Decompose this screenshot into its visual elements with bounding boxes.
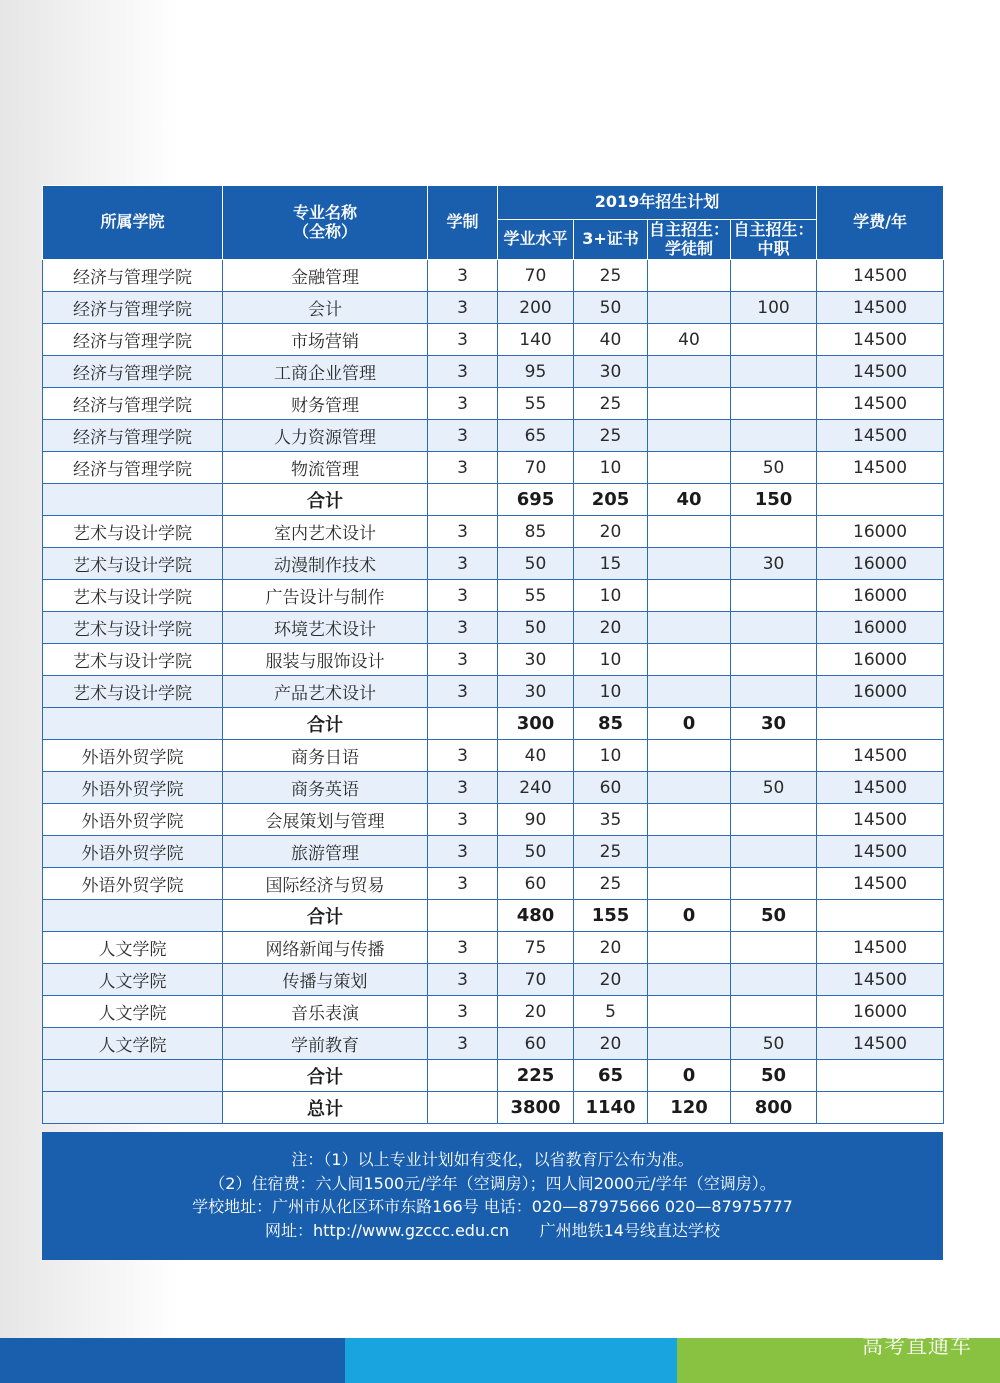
header-level: 学业水平 (498, 220, 574, 260)
major-cell: 商务英语 (223, 772, 428, 804)
college-cell (43, 484, 223, 516)
major-cell: 室内艺术设计 (223, 516, 428, 548)
college-cell: 人文学院 (43, 964, 223, 996)
college-cell: 经济与管理学院 (43, 260, 223, 292)
apprentice-cell (648, 420, 731, 452)
cert-cell: 205 (574, 484, 648, 516)
vocational-cell (731, 868, 817, 900)
grand-total-row (43, 1092, 944, 1124)
level-cell: 60 (498, 1028, 574, 1060)
fee-cell (817, 708, 944, 740)
vocational-cell: 30 (731, 708, 817, 740)
fee-cell: 16000 (817, 516, 944, 548)
duration-cell: 3 (428, 292, 498, 324)
table-row (43, 356, 944, 388)
vocational-cell (731, 676, 817, 708)
major-cell: 金融管理 (223, 260, 428, 292)
level-cell: 300 (498, 708, 574, 740)
level-cell: 240 (498, 772, 574, 804)
duration-cell: 3 (428, 580, 498, 612)
note-website-metro: 网址：http://www.gzccc.edu.cn 广州地铁14号线直达学校 (265, 1220, 720, 1240)
footer-bar-dark-blue (0, 1338, 345, 1383)
duration-cell: 3 (428, 868, 498, 900)
header-self-vocational-line2: 中职 (757, 238, 790, 258)
level-cell: 65 (498, 420, 574, 452)
cert-cell: 10 (574, 740, 648, 772)
major-cell: 产品艺术设计 (223, 676, 428, 708)
level-cell: 20 (498, 996, 574, 1028)
fee-cell: 14500 (817, 868, 944, 900)
duration-cell (428, 1092, 498, 1124)
cert-cell: 155 (574, 900, 648, 932)
vocational-cell (731, 964, 817, 996)
table-row (43, 388, 944, 420)
fee-cell (817, 1060, 944, 1092)
apprentice-cell: 0 (648, 708, 731, 740)
fee-cell: 14500 (817, 772, 944, 804)
level-cell: 70 (498, 260, 574, 292)
table-row (43, 740, 944, 772)
vocational-cell (731, 580, 817, 612)
major-cell: 环境艺术设计 (223, 612, 428, 644)
duration-cell: 3 (428, 452, 498, 484)
apprentice-cell (648, 868, 731, 900)
cert-cell: 15 (574, 548, 648, 580)
table-row (43, 420, 944, 452)
major-cell: 工商企业管理 (223, 356, 428, 388)
vocational-cell (731, 356, 817, 388)
college-cell (43, 1092, 223, 1124)
duration-cell (428, 484, 498, 516)
level-cell: 75 (498, 932, 574, 964)
table-row (43, 548, 944, 580)
major-cell: 市场营销 (223, 324, 428, 356)
fee-cell (817, 900, 944, 932)
college-cell: 经济与管理学院 (43, 292, 223, 324)
table-row (43, 292, 944, 324)
major-cell: 旅游管理 (223, 836, 428, 868)
table-row (43, 772, 944, 804)
cert-cell: 10 (574, 644, 648, 676)
cert-cell: 10 (574, 676, 648, 708)
note-address-phone: 学校地址：广州市从化区环市东路166号 电话：020—87975666 020—87975777 (192, 1197, 793, 1216)
subtotal-row (43, 900, 944, 932)
header-plan-group: 2019年招生计划 (498, 186, 817, 220)
major-cell: 音乐表演 (223, 996, 428, 1028)
college-cell: 外语外贸学院 (43, 772, 223, 804)
cert-cell: 25 (574, 868, 648, 900)
apprentice-cell (648, 452, 731, 484)
fee-cell: 14500 (817, 964, 944, 996)
college-cell (43, 1060, 223, 1092)
major-cell: 会展策划与管理 (223, 804, 428, 836)
apprentice-cell (648, 612, 731, 644)
duration-cell (428, 708, 498, 740)
fee-cell: 16000 (817, 580, 944, 612)
duration-cell: 3 (428, 324, 498, 356)
major-cell: 合计 (223, 1060, 428, 1092)
college-cell: 艺术与设计学院 (43, 612, 223, 644)
enrollment-plan-table (42, 185, 944, 1124)
notes-box (42, 1132, 943, 1260)
apprentice-cell (648, 964, 731, 996)
major-cell: 人力资源管理 (223, 420, 428, 452)
table-row (43, 868, 944, 900)
duration-cell: 3 (428, 260, 498, 292)
cert-cell: 25 (574, 836, 648, 868)
duration-cell: 3 (428, 740, 498, 772)
major-cell: 广告设计与制作 (223, 580, 428, 612)
level-cell: 50 (498, 548, 574, 580)
fee-cell: 16000 (817, 612, 944, 644)
vocational-cell: 150 (731, 484, 817, 516)
cert-cell: 25 (574, 420, 648, 452)
major-cell: 传播与策划 (223, 964, 428, 996)
college-cell: 艺术与设计学院 (43, 580, 223, 612)
table-row (43, 804, 944, 836)
major-cell: 合计 (223, 484, 428, 516)
header-cert: 3+证书 (574, 220, 648, 260)
header-duration: 学制 (428, 186, 498, 260)
major-cell: 财务管理 (223, 388, 428, 420)
table-row (43, 612, 944, 644)
table-row (43, 644, 944, 676)
level-cell: 480 (498, 900, 574, 932)
table-row (43, 260, 944, 292)
fee-cell: 14500 (817, 836, 944, 868)
footer-bar-light-blue (345, 1338, 677, 1383)
fee-cell: 16000 (817, 996, 944, 1028)
duration-cell: 3 (428, 836, 498, 868)
major-cell: 合计 (223, 900, 428, 932)
table-row (43, 676, 944, 708)
major-cell: 学前教育 (223, 1028, 428, 1060)
vocational-cell (731, 804, 817, 836)
apprentice-cell (648, 932, 731, 964)
watermark: 高考直通车 (862, 1334, 972, 1358)
fee-cell: 14500 (817, 804, 944, 836)
level-cell: 3800 (498, 1092, 574, 1124)
apprentice-cell: 40 (648, 484, 731, 516)
college-cell: 人文学院 (43, 1028, 223, 1060)
fee-cell: 14500 (817, 356, 944, 388)
cert-cell: 25 (574, 260, 648, 292)
vocational-cell: 50 (731, 452, 817, 484)
apprentice-cell: 40 (648, 324, 731, 356)
duration-cell: 3 (428, 644, 498, 676)
cert-cell: 60 (574, 772, 648, 804)
vocational-cell (731, 740, 817, 772)
apprentice-cell: 120 (648, 1092, 731, 1124)
apprentice-cell (648, 548, 731, 580)
vocational-cell: 30 (731, 548, 817, 580)
college-cell: 经济与管理学院 (43, 452, 223, 484)
major-cell: 服装与服饰设计 (223, 644, 428, 676)
level-cell: 695 (498, 484, 574, 516)
college-cell (43, 900, 223, 932)
college-cell: 经济与管理学院 (43, 388, 223, 420)
level-cell: 60 (498, 868, 574, 900)
vocational-cell: 50 (731, 900, 817, 932)
fee-cell: 14500 (817, 1028, 944, 1060)
table-row (43, 324, 944, 356)
duration-cell: 3 (428, 612, 498, 644)
college-cell: 经济与管理学院 (43, 324, 223, 356)
cert-cell: 50 (574, 292, 648, 324)
college-cell: 艺术与设计学院 (43, 644, 223, 676)
vocational-cell: 800 (731, 1092, 817, 1124)
fee-cell: 14500 (817, 740, 944, 772)
cert-cell: 1140 (574, 1092, 648, 1124)
cert-cell: 25 (574, 388, 648, 420)
fee-cell: 14500 (817, 388, 944, 420)
apprentice-cell (648, 644, 731, 676)
major-cell: 动漫制作技术 (223, 548, 428, 580)
vocational-cell (731, 260, 817, 292)
major-cell: 物流管理 (223, 452, 428, 484)
apprentice-cell (648, 804, 731, 836)
level-cell: 140 (498, 324, 574, 356)
header-self-apprentice-line2: 学徒制 (664, 238, 713, 258)
fee-cell (817, 484, 944, 516)
subtotal-row (43, 1060, 944, 1092)
header-self-apprentice-line1: 自主招生： (648, 220, 729, 240)
apprentice-cell: 0 (648, 1060, 731, 1092)
apprentice-cell (648, 356, 731, 388)
cert-cell: 30 (574, 356, 648, 388)
table-row (43, 452, 944, 484)
apprentice-cell (648, 516, 731, 548)
header-self-apprentice (648, 220, 731, 260)
header-major (223, 186, 428, 260)
cert-cell: 35 (574, 804, 648, 836)
college-cell: 外语外贸学院 (43, 804, 223, 836)
vocational-cell: 100 (731, 292, 817, 324)
major-cell: 会计 (223, 292, 428, 324)
apprentice-cell (648, 996, 731, 1028)
vocational-cell (731, 836, 817, 868)
level-cell: 70 (498, 452, 574, 484)
college-cell: 外语外贸学院 (43, 740, 223, 772)
header-college: 所属学院 (43, 186, 223, 260)
table-row (43, 836, 944, 868)
fee-cell: 14500 (817, 292, 944, 324)
apprentice-cell (648, 772, 731, 804)
duration-cell: 3 (428, 548, 498, 580)
table-body (43, 260, 944, 1124)
fee-cell: 16000 (817, 548, 944, 580)
level-cell: 30 (498, 644, 574, 676)
college-cell: 艺术与设计学院 (43, 516, 223, 548)
apprentice-cell (648, 388, 731, 420)
table-row (43, 932, 944, 964)
apprentice-cell (648, 1028, 731, 1060)
duration-cell (428, 1060, 498, 1092)
level-cell: 30 (498, 676, 574, 708)
college-cell: 艺术与设计学院 (43, 548, 223, 580)
major-cell: 商务日语 (223, 740, 428, 772)
vocational-cell (731, 932, 817, 964)
fee-cell (817, 1092, 944, 1124)
apprentice-cell (648, 260, 731, 292)
college-cell: 外语外贸学院 (43, 836, 223, 868)
duration-cell: 3 (428, 388, 498, 420)
apprentice-cell (648, 292, 731, 324)
subtotal-row (43, 708, 944, 740)
vocational-cell (731, 516, 817, 548)
level-cell: 225 (498, 1060, 574, 1092)
cert-cell: 40 (574, 324, 648, 356)
header-self-vocational-line1: 自主招生： (733, 220, 814, 240)
cert-cell: 20 (574, 964, 648, 996)
note-line-2: （2）住宿费：六人间1500元/学年（空调房）；四人间2000元/学年（空调房）。 (209, 1173, 776, 1193)
table-row (43, 580, 944, 612)
fee-cell: 14500 (817, 260, 944, 292)
vocational-cell: 50 (731, 772, 817, 804)
header-major-line1: 专业名称 (292, 203, 357, 223)
apprentice-cell: 0 (648, 900, 731, 932)
level-cell: 40 (498, 740, 574, 772)
vocational-cell (731, 644, 817, 676)
cert-cell: 20 (574, 932, 648, 964)
apprentice-cell (648, 580, 731, 612)
fee-cell: 14500 (817, 324, 944, 356)
cert-cell: 20 (574, 516, 648, 548)
college-cell: 人文学院 (43, 932, 223, 964)
vocational-cell: 50 (731, 1060, 817, 1092)
table-row (43, 964, 944, 996)
table-row (43, 996, 944, 1028)
vocational-cell (731, 612, 817, 644)
cert-cell: 5 (574, 996, 648, 1028)
level-cell: 55 (498, 580, 574, 612)
duration-cell: 3 (428, 356, 498, 388)
cert-cell: 20 (574, 1028, 648, 1060)
level-cell: 70 (498, 964, 574, 996)
major-cell: 国际经济与贸易 (223, 868, 428, 900)
table-row (43, 516, 944, 548)
apprentice-cell (648, 676, 731, 708)
cert-cell: 10 (574, 452, 648, 484)
duration-cell: 3 (428, 676, 498, 708)
college-cell: 外语外贸学院 (43, 868, 223, 900)
table-row (43, 1028, 944, 1060)
duration-cell: 3 (428, 772, 498, 804)
fee-cell: 14500 (817, 420, 944, 452)
note-line-1: 注：（1）以上专业计划如有变化，以省教育厅公布为准。 (291, 1150, 694, 1169)
duration-cell: 3 (428, 964, 498, 996)
college-cell: 经济与管理学院 (43, 420, 223, 452)
duration-cell: 3 (428, 932, 498, 964)
fee-cell: 16000 (817, 676, 944, 708)
header-fee: 学费/年 (817, 186, 944, 260)
college-cell: 经济与管理学院 (43, 356, 223, 388)
vocational-cell: 50 (731, 1028, 817, 1060)
fee-cell: 14500 (817, 932, 944, 964)
fee-cell: 14500 (817, 452, 944, 484)
level-cell: 50 (498, 612, 574, 644)
apprentice-cell (648, 740, 731, 772)
level-cell: 50 (498, 836, 574, 868)
vocational-cell (731, 996, 817, 1028)
level-cell: 90 (498, 804, 574, 836)
cert-cell: 20 (574, 612, 648, 644)
apprentice-cell (648, 836, 731, 868)
cert-cell: 65 (574, 1060, 648, 1092)
duration-cell: 3 (428, 516, 498, 548)
college-cell: 人文学院 (43, 996, 223, 1028)
fee-cell: 16000 (817, 644, 944, 676)
subtotal-row (43, 484, 944, 516)
header-major-line2: （全称） (292, 221, 357, 241)
duration-cell: 3 (428, 804, 498, 836)
level-cell: 95 (498, 356, 574, 388)
major-cell: 网络新闻与传播 (223, 932, 428, 964)
cert-cell: 10 (574, 580, 648, 612)
college-cell: 艺术与设计学院 (43, 676, 223, 708)
level-cell: 85 (498, 516, 574, 548)
duration-cell: 3 (428, 996, 498, 1028)
major-cell: 合计 (223, 708, 428, 740)
level-cell: 55 (498, 388, 574, 420)
cert-cell: 85 (574, 708, 648, 740)
major-cell: 总计 (223, 1092, 428, 1124)
duration-cell (428, 900, 498, 932)
header-self-vocational (731, 220, 817, 260)
vocational-cell (731, 420, 817, 452)
vocational-cell (731, 324, 817, 356)
duration-cell: 3 (428, 420, 498, 452)
duration-cell: 3 (428, 1028, 498, 1060)
level-cell: 200 (498, 292, 574, 324)
vocational-cell (731, 388, 817, 420)
college-cell (43, 708, 223, 740)
